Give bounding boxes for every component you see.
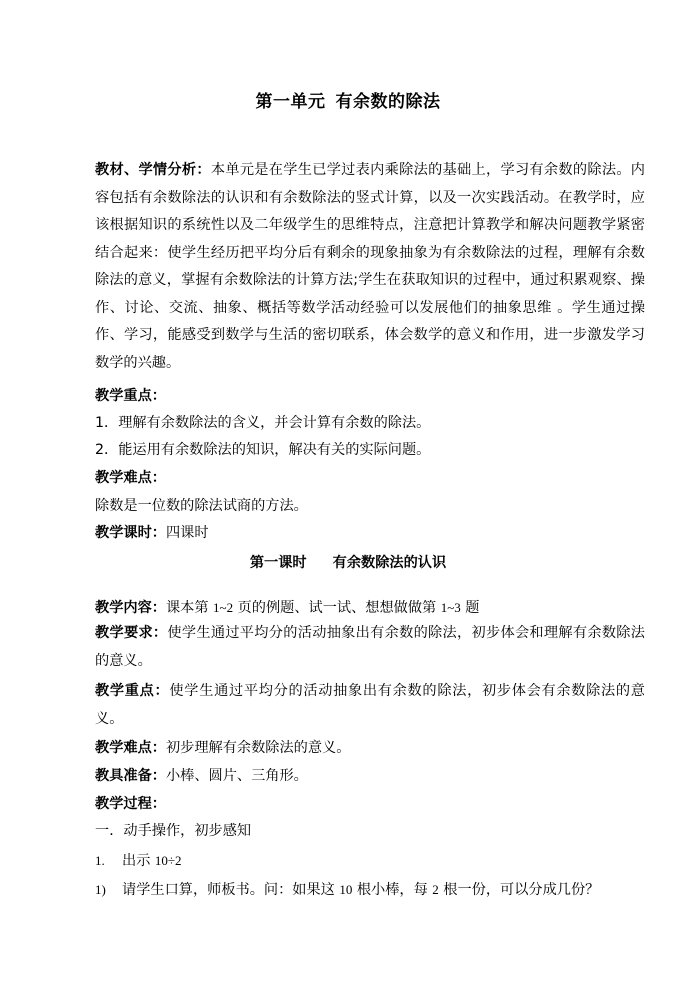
- lesson-goal: 教学要求：使学生通过平均分的活动抽象出有余数的除法，初步体会和理解有余数除法的意义。: [95, 625, 645, 669]
- title-part-1: 第一单元: [255, 92, 326, 112]
- title-part-2: 有余数的除法: [335, 92, 441, 112]
- analysis-text: 本单元是在学生已学过表内乘除法的基础上，学习有余数的除法。内容包括有余数除法的认识和有余数除法的竖式计算，以及一次实践活动。在教学时，应该根据知识的系统性以及二年级学生的思维特点，注意把计算教学和解决问题教学紧密结合起来：使学生经历把平均分后有剩余的现象抽象为有余数除法的过程，理解有余数除法的意义，掌握有余数除法的计算方法;学生在获取知识的过程中，通过积累观察、操作、讨论、交流、抽象、概括等数学活动经验可以发展他们的抽象思维 。学生通过操作、学习，能感受到数学与生活的密切联系，体会数学的意义和作用，进一步激发学习数学的兴趣。: [95, 162, 645, 371]
- unit-key-heading: 教学重点：: [95, 388, 166, 404]
- unit-difficulty-text: 除数是一位数的除法试商的方法。: [95, 498, 308, 514]
- lesson-content: 教学内容：课本第 1~2 页的例题、试一试、想想做做第 1~3 题: [95, 600, 480, 616]
- unit-key-item-1: 1．理解有余数除法的含义，并会计算有余数的除法。: [95, 415, 431, 431]
- lesson-step-1: 一．动手操作，初步感知: [95, 823, 252, 839]
- lesson-item-1a: 1) 请学生口算，师板书。问：如果这 10 根小棒，每 2 根一份，可以分成几份？: [95, 882, 600, 898]
- lesson-item-1: 1. 出示 10÷2: [95, 853, 182, 869]
- page-title: [0, 87, 696, 112]
- lesson-process-heading: 教学过程：: [95, 796, 166, 812]
- lesson-tools: 教具准备：小棒、圆片、三角形。: [95, 768, 308, 784]
- unit-hours: 教学课时：四课时: [95, 525, 209, 541]
- lesson-key: 教学重点：使学生通过平均分的活动抽象出有余数的除法，初步体会有余数除法的意义。: [95, 683, 645, 727]
- lesson-title: 第一课时 有余数除法的认识: [249, 555, 447, 571]
- unit-key-item-2: 2．能运用有余数除法的知识，解决有关的实际问题。: [95, 442, 431, 458]
- unit-difficulty-heading: 教学难点：: [95, 470, 166, 486]
- analysis-paragraph: [95, 157, 645, 377]
- analysis-label: 教材、学情分析：: [95, 162, 211, 178]
- lesson-difficulty: 教学难点：初步理解有余数除法的意义。: [95, 740, 351, 756]
